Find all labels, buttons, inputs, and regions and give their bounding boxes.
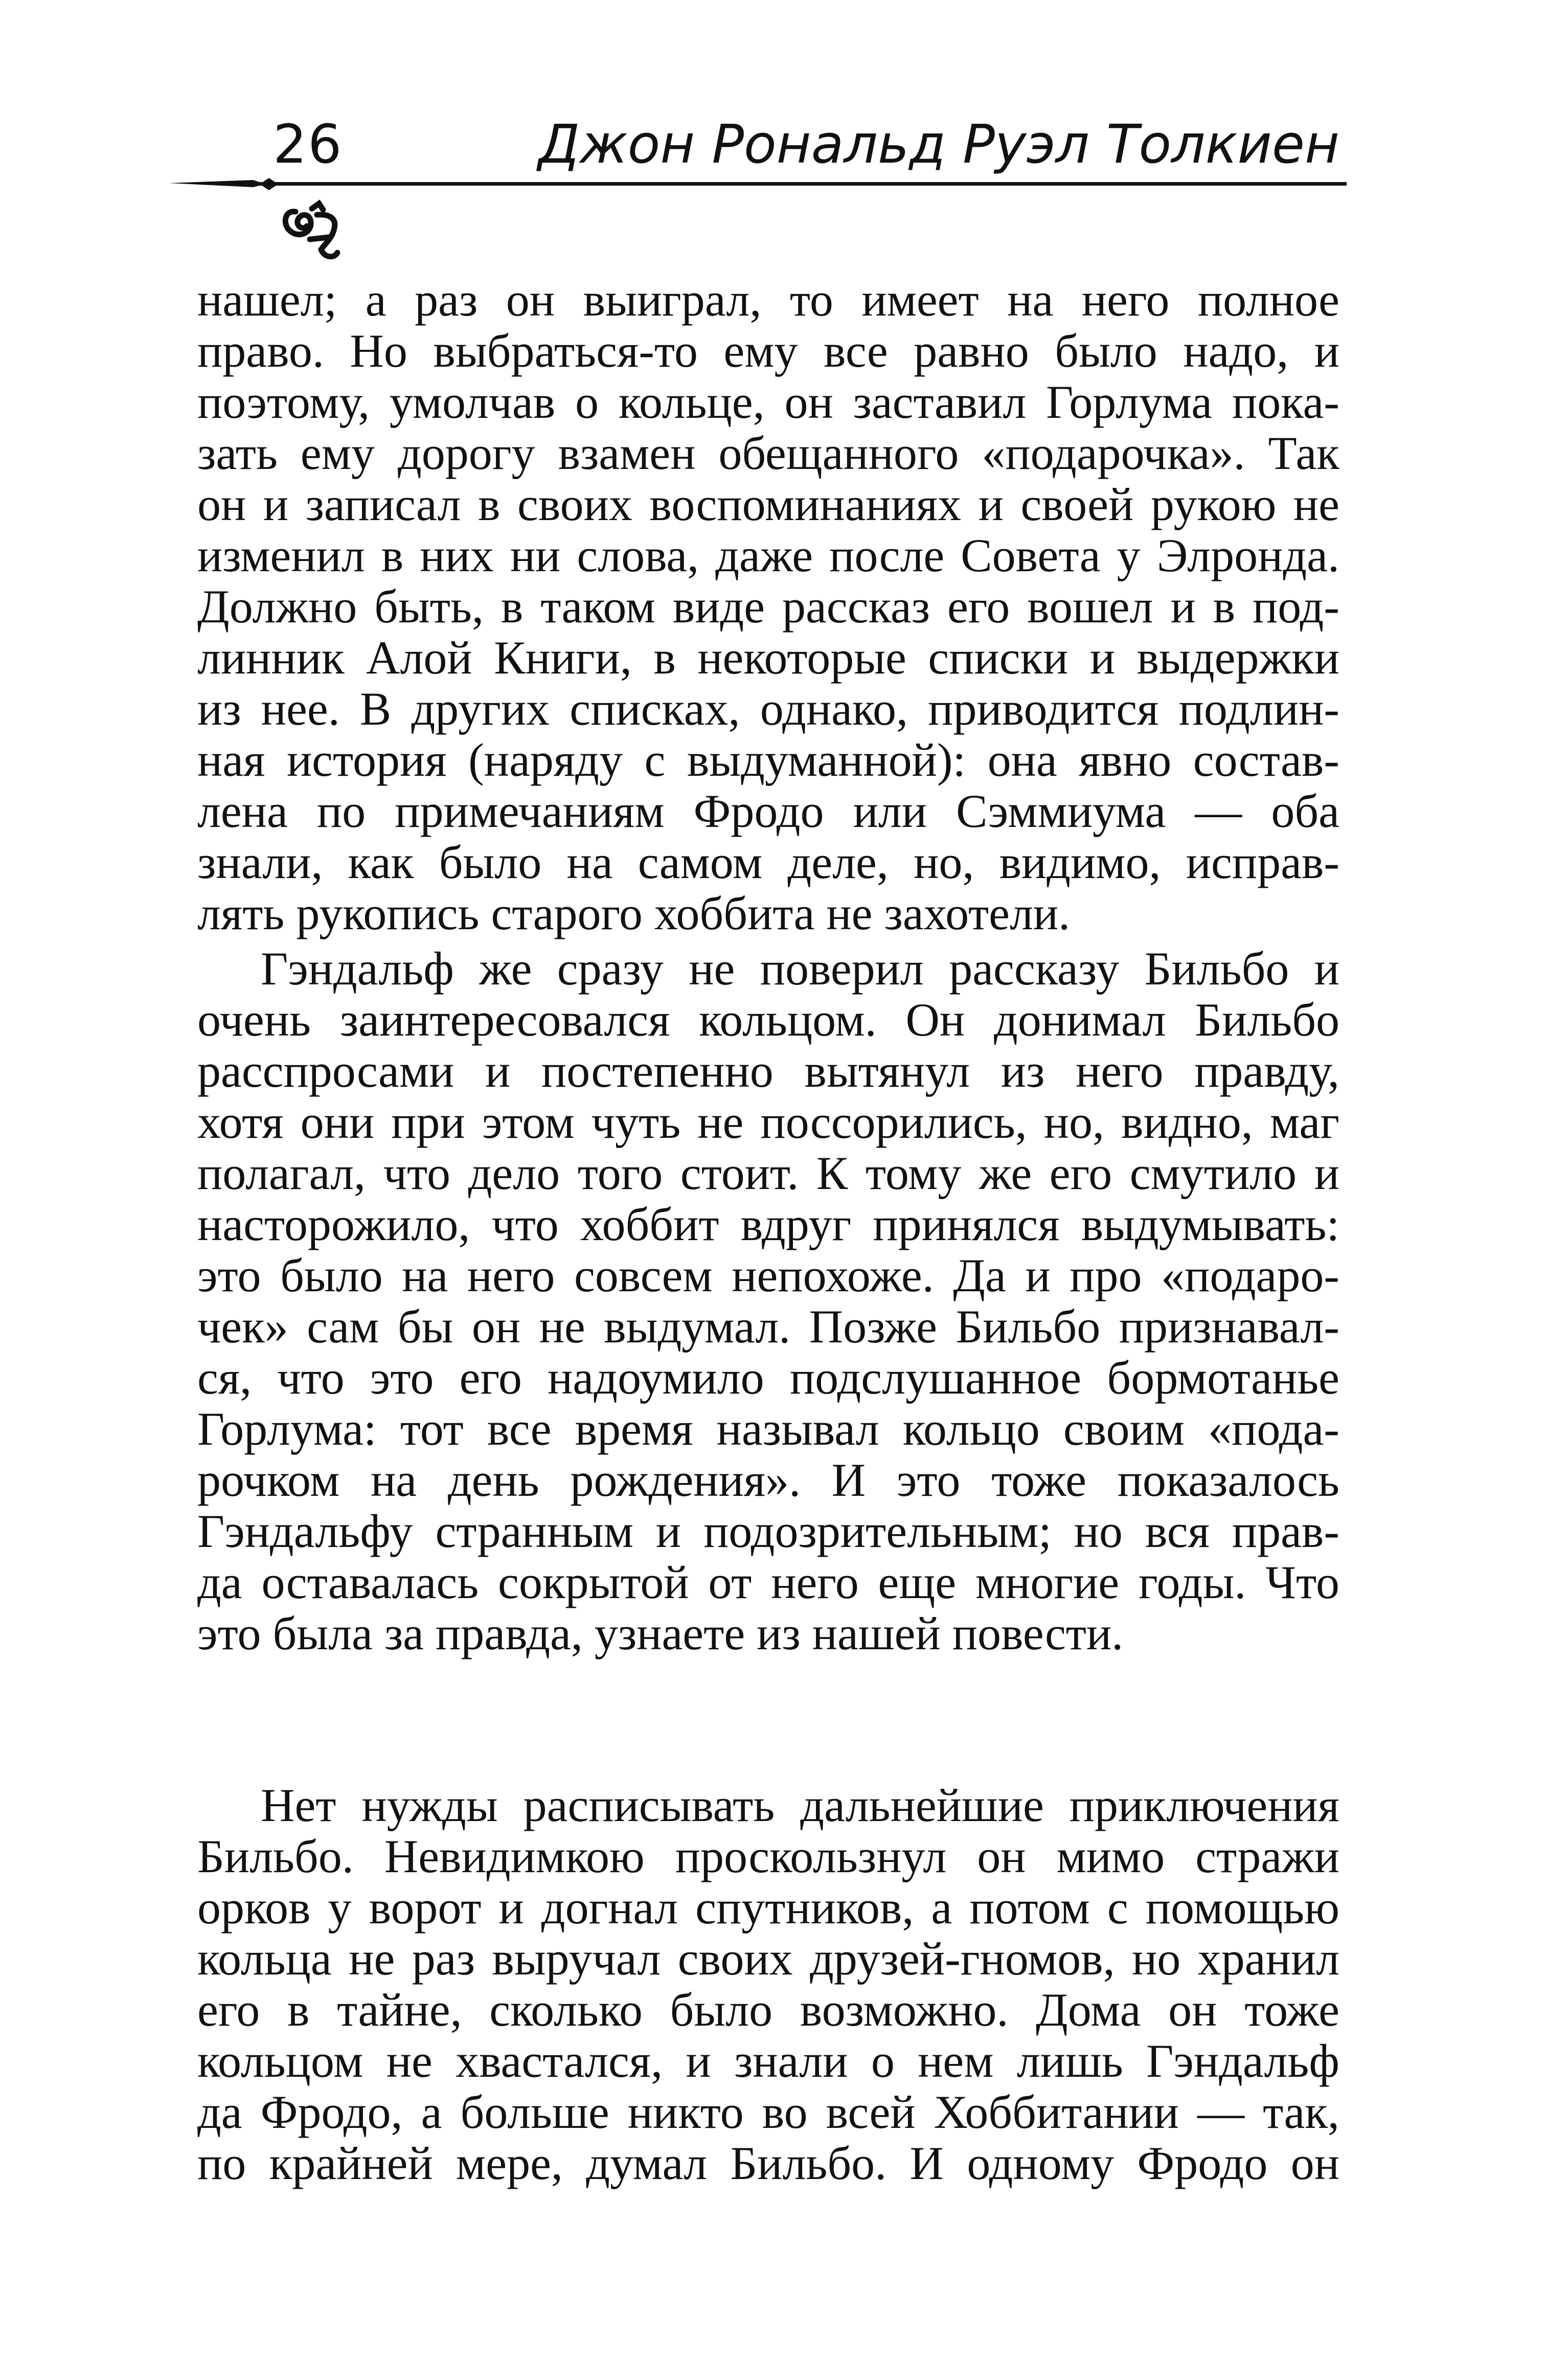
- paragraph-3: [197, 1780, 1339, 2189]
- text-line: поэтому, умолчав о кольце, он заставил Горлума пока-: [197, 376, 1339, 428]
- text-line: из нее. В других списках, однако, приводится подлин-: [197, 683, 1339, 735]
- text-line: зать ему дорогу взамен обещанного «подарочка». Так: [197, 427, 1339, 479]
- text-line: да оставалась сокрытой от него еще многие годы. Что: [197, 1556, 1339, 1608]
- text-line: чек» сам бы он не выдумал. Позже Бильбо признавал-: [197, 1300, 1339, 1353]
- text-line: полагал, что дело того стоит. К тому же его смутило и: [197, 1147, 1339, 1199]
- text-line: линник Алой Книги, в некоторые списки и выдержки: [197, 632, 1339, 684]
- text-line: ся, что это его надоумило подслушанное бормотанье: [197, 1352, 1339, 1404]
- text-line: право. Но выбраться-то ему все равно было надо, и: [197, 325, 1339, 377]
- text-line: кольцом не хвастался, и знали о нем лишь Гэндальф: [197, 2035, 1339, 2087]
- section-break: [197, 1659, 1339, 1780]
- text-line: это было на него совсем непохоже. Да и про «подаро-: [197, 1249, 1339, 1301]
- text-line: нашел; а раз он выиграл, то имеет на него полное: [197, 274, 1339, 326]
- text-line: рочком на день рождения». И это тоже показалось: [197, 1454, 1339, 1506]
- text-line: лена по примечаниям Фродо или Сэммиума — оба: [197, 785, 1339, 837]
- text-line: Гэндальф же сразу не поверил рассказу Бильбо и: [261, 942, 1339, 995]
- paragraph-1: [197, 274, 1339, 939]
- text-line: хотя они при этом чуть не поссорились, но, видно, маг: [197, 1096, 1339, 1148]
- text-line: ная история (наряду с выдуманной): она явно состав-: [197, 734, 1339, 786]
- text-line: по крайней мере, думал Бильбо. И одному Фродо он: [197, 2137, 1339, 2189]
- text-line: кольца не раз выручал своих друзей-гномов, но хранил: [197, 1933, 1339, 1985]
- text-line: орков у ворот и догнал спутников, а потом с помощью: [197, 1881, 1339, 1934]
- text-line: его в тайне, сколько было возможно. Дома он тоже: [197, 1984, 1339, 2036]
- decorative-rule-with-flourish-icon: [169, 169, 1347, 266]
- text-line: знали, как было на самом деле, но, видимо, исправ-: [197, 836, 1339, 888]
- text-line: Горлума: тот все время называл кольцо своим «пода-: [197, 1403, 1339, 1455]
- text-line: да Фродо, а больше никто во всей Хоббитании — так,: [197, 2086, 1339, 2138]
- text-line: насторожило, что хоббит вдруг принялся выдумывать:: [197, 1198, 1339, 1250]
- text-line: расспросами и постепенно вытянул из него правду,: [197, 1045, 1339, 1097]
- paragraph-2: [197, 943, 1339, 1659]
- text-line: Гэндальфу странным и подозрительным; но вся прав-: [197, 1505, 1339, 1557]
- text-line: очень заинтересовался кольцом. Он донимал Бильбо: [197, 994, 1339, 1046]
- text-line: изменил в них ни слова, даже после Совета у Элронда.: [197, 529, 1339, 581]
- running-title: Джон Рональд Руэл Толкиен: [538, 113, 1339, 175]
- main-text: [197, 274, 1339, 2189]
- text-line: лять рукопись старого хоббита не захотели.: [197, 887, 1071, 939]
- text-line: это была за правда, узнаете из нашей повести.: [197, 1607, 1124, 1659]
- text-line: Бильбо. Невидимкою проскользнул он мимо стражи: [197, 1830, 1339, 1882]
- text-line: он и записал в своих воспоминаниях и своей рукою не: [197, 478, 1339, 530]
- text-line: Должно быть, в таком виде рассказ его вошел и в под-: [197, 580, 1339, 633]
- text-line: Нет нужды расписывать дальнейшие приключения: [261, 1779, 1339, 1831]
- page-number: 26: [273, 113, 343, 175]
